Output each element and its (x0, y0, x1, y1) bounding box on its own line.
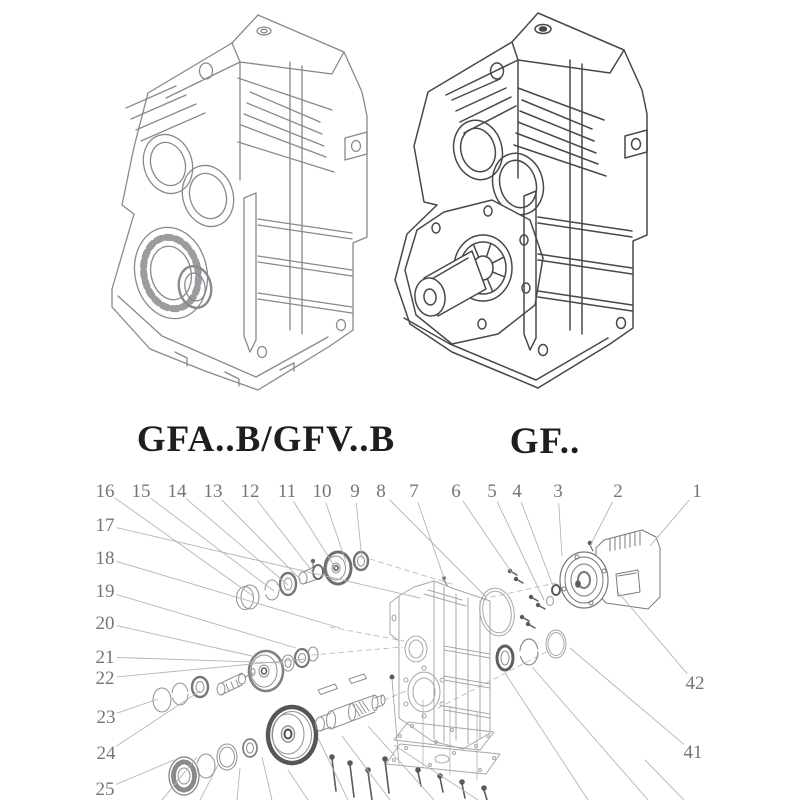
callout-17: 17 (95, 515, 115, 536)
leader-line-25 (116, 760, 174, 784)
housing-outline (395, 13, 647, 388)
leader-line-14 (186, 499, 288, 585)
plate-hole (200, 63, 213, 79)
leader-line-6 (463, 501, 512, 573)
leader-line-12 (257, 501, 315, 576)
callout-25: 25 (95, 779, 115, 800)
leader-line-9 (356, 503, 362, 559)
bearing-small (354, 552, 368, 570)
bolt-hole-b (539, 345, 548, 356)
long-bolt (390, 675, 394, 679)
key-2 (349, 674, 367, 684)
gearbox-drawing-gf (395, 13, 647, 388)
top-cap (232, 43, 344, 74)
motor-shaft-stub (576, 581, 581, 588)
set-bolt (311, 559, 314, 562)
flange-ear (345, 132, 367, 160)
leader-line-1 (650, 500, 689, 546)
callout-4: 4 (512, 481, 522, 502)
adapter-parts (476, 570, 560, 639)
key-1 (318, 684, 338, 695)
callout-10: 10 (312, 481, 332, 502)
ring (308, 647, 318, 661)
ear-hole (352, 141, 361, 152)
callout-24: 24 (96, 743, 116, 764)
bearing-c (192, 677, 208, 697)
boss-bolt-holes (404, 666, 444, 718)
leader-line-4 (521, 502, 553, 586)
callout-20: 20 (95, 613, 115, 634)
bolt-hole-b (258, 347, 267, 358)
oil-seal (497, 646, 513, 670)
ear-hole (632, 139, 641, 150)
intermediate-gear-assembly (153, 647, 318, 712)
cooling-fins-center (514, 88, 606, 176)
leader-line-11 (293, 501, 336, 569)
callout-9: 9 (350, 481, 360, 502)
washer (282, 655, 294, 671)
leader-line-20 (117, 626, 252, 656)
callout-16: 16 (95, 481, 115, 502)
exploded-view-diagram (153, 530, 660, 800)
callout-1: 1 (692, 481, 702, 502)
cut-leader-line-5 (318, 738, 348, 800)
leader-line-7 (418, 502, 444, 578)
hollow-shaft-bearing (126, 221, 216, 326)
cut-leader-line-4 (288, 770, 308, 800)
oil-plug-center (540, 27, 547, 31)
bolt-hole-a (617, 318, 626, 329)
base-edge (118, 296, 328, 377)
oil-plug (257, 27, 271, 35)
housing-bolts (330, 755, 389, 800)
callout-12: 12 (240, 481, 260, 502)
gearbox-drawing-gfab (112, 15, 367, 390)
callout-15: 15 (131, 481, 151, 502)
callout-19: 19 (95, 581, 115, 602)
callout-42: 42 (685, 673, 705, 694)
cut-leader-line-3 (262, 757, 272, 800)
callout-22: 22 (95, 668, 115, 689)
cover-plate (386, 744, 500, 774)
bearing (295, 649, 309, 667)
callout-7: 7 (409, 481, 419, 502)
motor-assembly (560, 530, 660, 609)
gear-housing (390, 576, 490, 749)
seal-ring-set (497, 630, 566, 670)
callout-14: 14 (167, 481, 187, 502)
front-plate-edge (166, 62, 240, 180)
callout-numbers (96, 481, 705, 800)
leader-line-23 (117, 699, 158, 713)
input-shaft-assembly (237, 552, 369, 610)
callout-3: 3 (553, 481, 563, 502)
bushing (552, 585, 560, 595)
spacer-ring (546, 630, 566, 658)
leader-line-5 (497, 502, 544, 600)
bolt-hole-a (337, 320, 346, 331)
output-shaft (316, 695, 386, 731)
top-cap (512, 42, 624, 73)
model-label-gfab: GFA..B/GFV..B (136, 419, 396, 460)
washer-small (547, 597, 554, 606)
cooling-fins-center (238, 78, 334, 172)
side-panel-ribs (258, 62, 352, 334)
circlip-b (172, 683, 188, 705)
output-shaft-assembly (169, 674, 399, 795)
input-bores (136, 128, 241, 233)
callout-18: 18 (95, 548, 115, 569)
cut-leader-line-8 (394, 745, 478, 800)
bearing (280, 573, 296, 595)
motor-flange (560, 552, 608, 608)
oil-plug-center (261, 29, 267, 33)
callout-21: 21 (95, 647, 115, 668)
washer (243, 739, 257, 757)
leader-line-3 (559, 503, 562, 556)
callout-6: 6 (451, 481, 461, 502)
callout-41: 41 (683, 742, 703, 763)
cut-leader-line-11 (645, 760, 684, 800)
corner-post (244, 193, 256, 352)
cut-leader-line-10 (532, 667, 648, 800)
model-label-gf: GF.. (509, 421, 581, 462)
callout-2: 2 (613, 481, 623, 502)
cut-leader-line-6 (342, 736, 390, 800)
callout-23: 23 (96, 707, 116, 728)
callout-13: 13 (203, 481, 223, 502)
cut-leader-line-2 (237, 768, 240, 800)
leader-line-17 (117, 528, 420, 598)
circlip (197, 754, 215, 778)
callout-5: 5 (487, 481, 497, 502)
leader-line-19 (117, 594, 297, 648)
callout-11: 11 (277, 481, 297, 502)
flange-ear (625, 130, 647, 158)
callout-8: 8 (376, 481, 386, 502)
leader-line-21 (117, 657, 283, 663)
cut-leader-line-1 (200, 763, 219, 800)
cut-leader-line-9 (505, 673, 588, 800)
pinion (313, 565, 323, 579)
